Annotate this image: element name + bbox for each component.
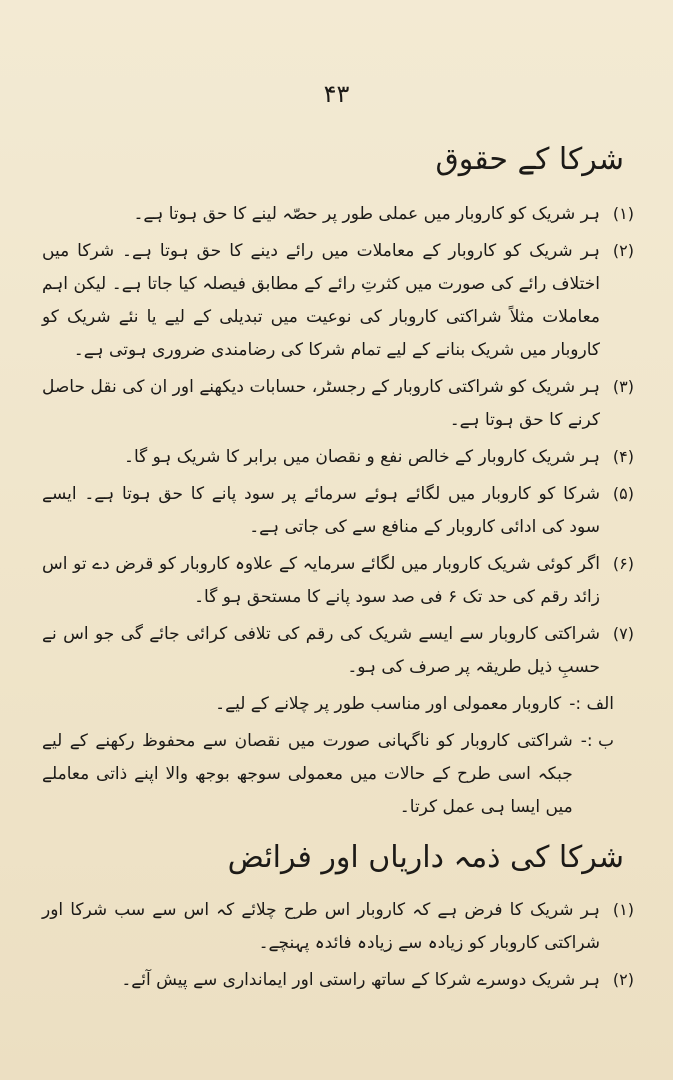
rights-item-5 — [42, 478, 634, 544]
sub-item-text: کاروبار معمولی اور مناسب طور پر چلانے کے لیے۔ — [215, 694, 562, 714]
item-marker: (۱) — [612, 900, 634, 919]
rights-item-7 — [42, 618, 634, 684]
item-marker: (۷) — [612, 624, 634, 643]
item-text: ہر شریک کو کاروبار میں عملی طور پر حصّہ لینے کا حق ہوتا ہے۔ — [133, 204, 600, 224]
rights-item-4 — [42, 441, 634, 474]
sub-item-text: شراکتی کاروبار کو ناگہانی صورت میں نقصان سے محفوظ رکھنے کے لیے جبکہ اسی طرح کے حالات میں معمولی سوجھ بوجھ والا اپنے ذاتی معاملے میں ایسا ہی عمل کرتا۔ — [42, 731, 573, 817]
item-text: ہر شریک کاروبار کے خالص نفع و نقصان میں برابر کا شریک ہو گا۔ — [124, 447, 600, 467]
page-number: ۴۳ — [323, 80, 350, 108]
rights-item-6 — [42, 548, 634, 614]
item-marker: (۶) — [612, 554, 634, 573]
rights-sub-item-alif — [42, 688, 614, 721]
item-marker: (۳) — [612, 377, 634, 396]
item-marker: (۲) — [612, 970, 634, 989]
rights-item-2 — [42, 235, 634, 367]
item-marker: (۵) — [612, 484, 634, 503]
item-text: شراکتی کاروبار سے ایسے شریک کی رقم کی تلافی کرائی جائے گی جو اس نے حسبِ ذیل طریقہ پر صرف کی ہو۔ — [42, 624, 600, 677]
item-text: ہر شریک کو شراکتی کاروبار کے رجسٹر، حسابات دیکھنے اور ان کی نقل حاصل کرنے کا حق ہوتا ہے۔ — [42, 377, 600, 430]
duties-heading: شرکا کی ذمہ داریاں اور فرائض — [227, 840, 624, 875]
item-marker: (۱) — [612, 204, 634, 223]
item-text: اگر کوئی شریک کاروبار میں لگائے سرمایہ کے علاوہ کاروبار کو قرض دے تو اس زائد رقم کی حد تک ۶ فی صد سود پانے کا مستحق ہو گا۔ — [42, 554, 600, 607]
page-content — [42, 120, 634, 1001]
item-text: ہر شریک کا فرض ہے کہ کاروبار اس طرح چلائے کہ اس سے سب شرکا اور شراکتی کاروبار کو زیادہ سے زیادہ فائدہ پہنچے۔ — [42, 900, 600, 953]
rights-sub-item-bay — [42, 725, 614, 824]
item-marker: (۲) — [612, 241, 634, 260]
rights-item-3 — [42, 371, 634, 437]
item-marker: (۴) — [612, 447, 634, 466]
item-text: ہر شریک دوسرے شرکا کے ساتھ راستی اور ایمانداری سے پیش آئے۔ — [121, 970, 600, 990]
item-text: ہر شریک کو کاروبار کے معاملات میں رائے دینے کا حق ہوتا ہے۔ شرکا میں اختلاف رائے کی صورت میں کثرتِ رائے کے مطابق فیصلہ کیا جاتا ہے۔ لیکن اہم معاملات مثلاً شراکتی کاروبار کی نوعیت میں تبدیلی کے لیے یا نئے شریک کو کاروبار میں شریک بنانے کے لیے تمام شرکا کی رضامندی ضروری ہوتی ہے۔ — [42, 241, 600, 360]
sub-item-marker: ب :- — [580, 731, 614, 751]
sub-item-marker: الف :- — [569, 694, 614, 714]
item-text: شرکا کو کاروبار میں لگائے ہوئے سرمائے پر سود پانے کا حق ہوتا ہے۔ ایسے سود کی ادائی کاروبار کے منافع سے کی جاتی ہے۔ — [42, 484, 600, 537]
rights-heading: شرکا کے حقوق — [435, 142, 624, 177]
duties-item-2 — [42, 964, 634, 997]
rights-item-1 — [42, 198, 634, 231]
duties-item-1 — [42, 894, 634, 960]
